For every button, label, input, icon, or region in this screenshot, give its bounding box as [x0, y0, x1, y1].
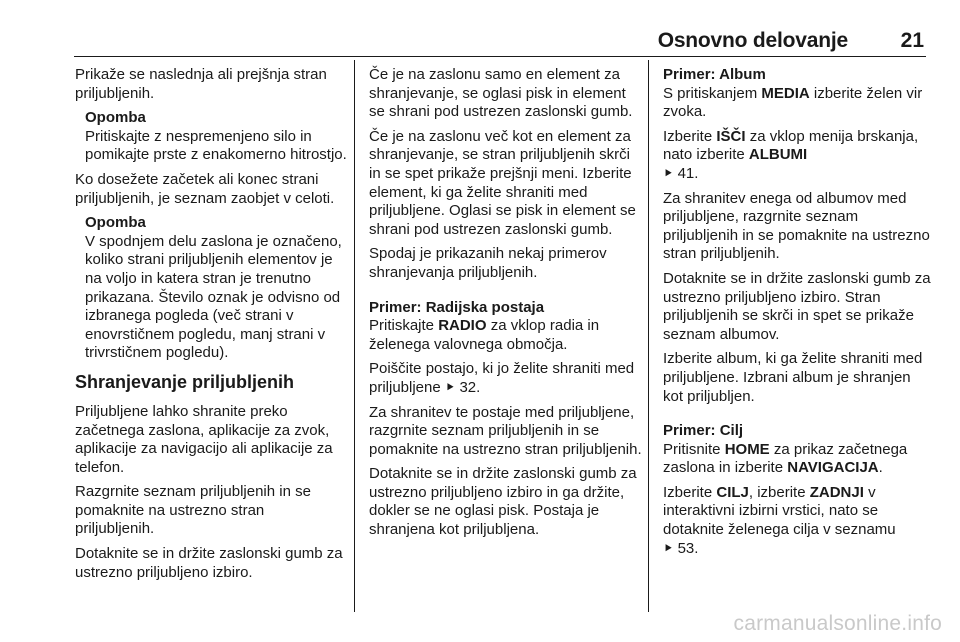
- paragraph: Ko dosežete začetek ali konec strani priljubljenih, je seznam zaobjet v celoti.: [75, 170, 335, 207]
- watermark: carmanualsonline.info: [733, 612, 942, 635]
- column-2: [369, 66, 645, 546]
- key-label: HOME: [724, 440, 770, 458]
- paragraph: [663, 85, 933, 122]
- page-reference[interactable]: 41.: [677, 164, 699, 182]
- paragraph: [369, 360, 645, 397]
- column-divider-2: [648, 60, 649, 612]
- paragraph: Za shranitev enega od albumov med priljubljene, razgrnite seznam priljubljenih in se pomaknite na ustrezno stran priljubljenih.: [663, 189, 930, 263]
- paragraph: Spodaj je prikazanih nekaj primerov shranjevanja priljubljenih.: [369, 245, 607, 281]
- example-heading: Primer: Radijska postaja: [369, 298, 545, 316]
- page-number: 21: [900, 29, 924, 52]
- text-run: za vklop menija brskanja, nato izberite: [663, 127, 919, 164]
- text-run: za vklop radia in želenega valovnega območja.: [369, 317, 600, 353]
- text-run: za prikaz začetnega zaslona in izberite: [663, 440, 908, 477]
- page-reference-arrow-icon: ⯈: [663, 165, 674, 181]
- paragraph: Če je na zaslonu samo en element za shranjevanje, se oglasi pisk in element se shrani pod ustrezen zaslonski gumb.: [369, 66, 633, 121]
- text-run: Pritiskajte: [369, 317, 439, 335]
- paragraph: [663, 484, 933, 558]
- text-run: Izberite: [663, 127, 717, 145]
- page-header: [0, 0, 960, 56]
- text-run: v interaktivni izbirni vrstici, nato se dotaknite želenega cilja v seznamu: [663, 483, 896, 539]
- note-text: Pritiskajte z nespremenjeno silo in pomikajte prste z enakomerno hitrostjo.: [85, 127, 347, 164]
- paragraph: [369, 317, 645, 354]
- note-box: [85, 109, 347, 165]
- column-3: [663, 66, 933, 564]
- section-title: Osnovno delovanje: [657, 29, 848, 52]
- note-box: [85, 214, 347, 363]
- example-heading: Primer: Cilj: [663, 422, 744, 440]
- note-text: V spodnjem delu zaslona je označeno, koliko strani priljubljenih elementov je na voljo in katera stran je trenutno prikazana. Število oznak je odvisno od izbranega pogleda (več strani v enovrstičnem pogledu, manj strani v trivrstičnem pogledu).: [85, 232, 342, 362]
- key-label: RADIO: [438, 317, 487, 335]
- column-divider-1: [354, 60, 355, 612]
- paragraph: [663, 128, 933, 184]
- paragraph: Dotaknite se in držite zaslonski gumb za ustrezno priljubljeno izbiro. Stran priljubljenih se skrči in spet se prikaže seznam albumov.: [663, 269, 931, 343]
- key-label: ZADNJI: [809, 483, 864, 501]
- note-title: Opomba: [85, 109, 146, 127]
- page-reference[interactable]: 32.: [459, 378, 481, 396]
- column-1: [75, 66, 347, 588]
- page-reference-arrow-icon: ⯈: [444, 379, 456, 395]
- page-reference-arrow-icon: ⯈: [663, 540, 674, 556]
- paragraph: Dotaknite se in držite zaslonski gumb za ustrezno priljubljeno izbiro in ga držite, dokler se ne oglasi pisk. Postaja je shranjena kot priljubljena.: [369, 465, 637, 539]
- text-run: izberite želen vir zvoka.: [663, 84, 923, 121]
- example-heading: Primer: Album: [663, 66, 766, 83]
- text-run: , izberite: [748, 483, 810, 501]
- paragraph: Prikaže se naslednja ali prejšnja stran priljubljenih.: [75, 66, 327, 102]
- section-heading: Shranjevanje priljubljenih: [75, 371, 295, 392]
- text-run: Pritisnite: [663, 440, 725, 458]
- key-label: ALBUMI: [748, 146, 808, 164]
- paragraph: [663, 441, 933, 478]
- text-run: Poiščite postajo, ki jo želite shraniti med priljubljene: [369, 360, 635, 396]
- key-label: MEDIA: [761, 84, 810, 102]
- text-run: S pritiskanjem: [663, 84, 762, 102]
- note-title: Opomba: [85, 214, 146, 232]
- text-run: Izberite: [663, 483, 717, 501]
- header-divider: [74, 56, 926, 57]
- paragraph: Za shranitev te postaje med priljubljene, razgrnite seznam priljubljenih in se pomaknite na ustrezno stran priljubljenih.: [369, 403, 642, 458]
- paragraph: Dotaknite se in držite zaslonski gumb za ustrezno priljubljeno izbiro.: [75, 545, 343, 581]
- page-reference[interactable]: 53.: [677, 539, 699, 557]
- paragraph: Če je na zaslonu več kot en element za shranjevanje, se stran priljubljenih skrči in se spet prikaže prejšnji meni. Izberite element, ki ga želite shraniti med priljubljene. Oglasi se pisk in element se shrani pod ustrezen zaslonski gumb.: [369, 127, 636, 238]
- paragraph: Izberite album, ki ga želite shraniti med priljubljene. Izbrani album je shranjen kot priljubljen.: [663, 350, 923, 405]
- key-label: CILJ: [716, 483, 749, 501]
- key-label: NAVIGACIJA: [787, 459, 879, 477]
- paragraph: Razgrnite seznam priljubljenih in se pomaknite na ustrezno stran priljubljenih.: [75, 483, 311, 538]
- key-label: IŠČI: [716, 127, 746, 145]
- paragraph: Priljubljene lahko shranite preko začetnega zaslona, aplikacije za zvok, aplikacije za navigacijo ali aplikacije za telefon.: [75, 402, 333, 476]
- text-run: .: [878, 459, 883, 477]
